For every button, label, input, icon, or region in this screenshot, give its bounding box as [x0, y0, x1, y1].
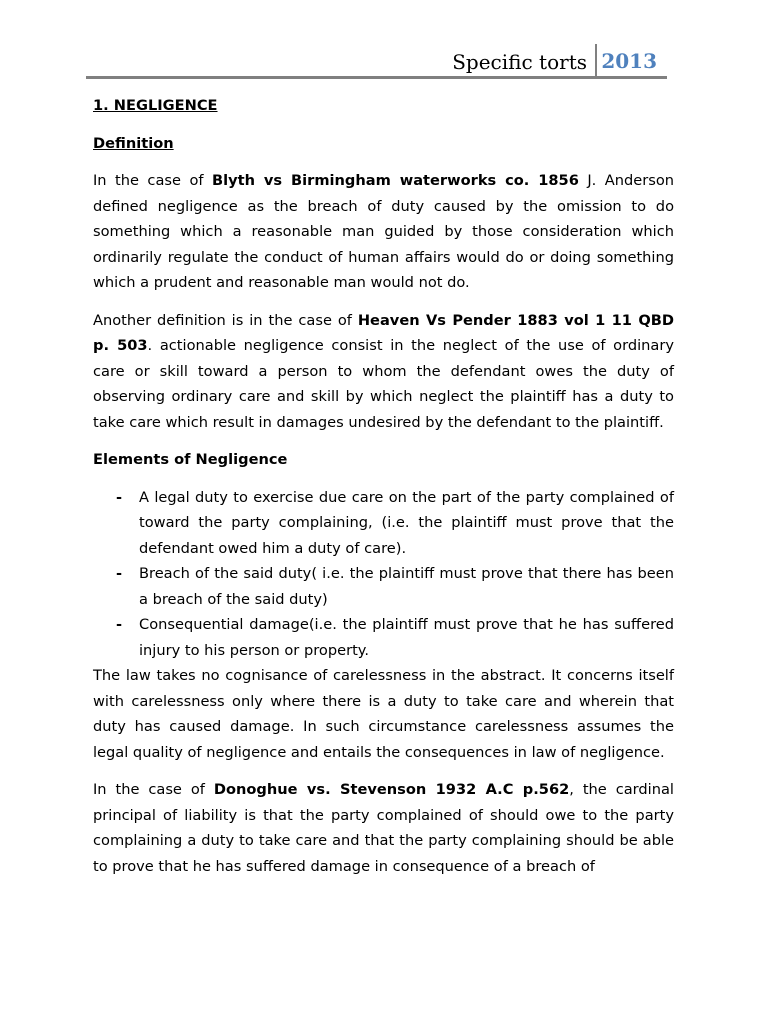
element-text: Consequential damage(i.e. the plaintiff must prove that he has suffered injury to his person or property.: [139, 616, 674, 659]
list-item: [116, 485, 674, 562]
section-heading: 1. NEGLIGENCE: [93, 97, 218, 114]
definition-paragraph-2: [93, 308, 674, 436]
para2-pre: Another definition is in the case of: [93, 311, 358, 329]
header-year: 2013: [601, 49, 657, 73]
document-body: [93, 93, 674, 891]
para2-post: . actionable negligence consist in the neglect of the use of ordinary care or skill toward a person to whom the defendant owes the duty of observing ordinary care and skill by which neglect the plaintiff has a duty to take care which result in damages undesired by the defendant to the plaintiff.: [93, 337, 674, 431]
bullet-dash: -: [116, 565, 123, 582]
definition-paragraph-1: [93, 168, 674, 296]
para4-post: , the cardinal principal of liability is that the party complained of should owe to the party complaining a duty to take care and that the party complaining should be able to prove that he has suffered damage in consequence of a breach of: [93, 781, 674, 875]
elements-list: [116, 485, 674, 664]
list-item: [116, 561, 674, 612]
para2-case: Heaven Vs Pender 1883 vol 1 11 QBD p. 503: [93, 311, 674, 354]
header-title: Specific torts: [452, 50, 587, 74]
list-item: [116, 612, 674, 663]
page-header: [86, 44, 667, 79]
element-text: A legal duty to exercise due care on the part of the party complained of toward the party complaining, (i.e. the plaintiff must prove that the defendant owed him a duty of care).: [139, 488, 674, 557]
definition-heading: Definition: [93, 134, 174, 152]
header-divider: [595, 44, 597, 77]
bullet-dash: -: [116, 616, 123, 633]
para4-case: Donoghue vs. Stevenson 1932 A.C p.562: [213, 781, 570, 798]
carelessness-paragraph: The law takes no cognisance of carelessness in the abstract. It concerns itself with carelessness only where there is a duty to take care and wherein that duty has caused damage. In such circumstance carelessness assumes the legal quality of negligence and entails the consequences in law of negligence.: [93, 667, 674, 761]
para1-post: J. Anderson defined negligence as the breach of duty caused by the omission to do something which a reasonable man guided by those consideration which ordinarily regulate the conduct of human affairs would do or doing something which a prudent and reasonable man would not do.: [93, 172, 674, 291]
elements-heading: Elements of Negligence: [93, 451, 288, 468]
bullet-dash: -: [116, 488, 123, 506]
para1-case: Blyth vs Birmingham waterworks co. 1856: [211, 172, 579, 189]
element-text: Breach of the said duty( i.e. the plaintiff must prove that there has been a breach of the said duty): [139, 565, 674, 608]
donoghue-paragraph: [93, 777, 674, 879]
para4-pre: In the case of: [93, 781, 214, 798]
para1-pre: In the case of: [93, 172, 212, 189]
